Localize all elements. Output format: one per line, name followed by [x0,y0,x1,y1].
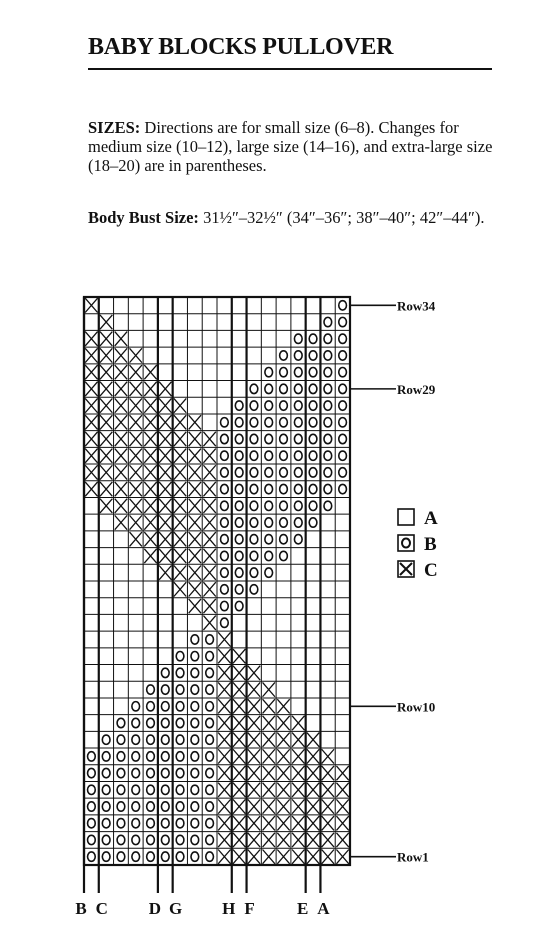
dot-mark [102,768,110,777]
dot-mark [176,802,184,811]
dot-mark [206,802,214,811]
dot-mark [280,551,288,560]
dot-mark [265,518,273,527]
dot-mark [250,518,258,527]
row-label-10: Row10 [397,699,436,715]
dot-mark [280,518,288,527]
dot-mark [250,484,258,493]
dot-mark [191,835,199,844]
dot-mark [102,835,110,844]
dot-mark [147,785,155,794]
dot-mark [117,735,125,744]
dot-mark [235,535,243,544]
dot-mark [294,484,302,493]
dot-mark [147,802,155,811]
dot-mark [250,451,258,460]
dot-mark [339,468,347,477]
dot-mark [265,551,273,560]
dot-mark [117,785,125,794]
dot-mark [206,718,214,727]
dot-mark [265,434,273,443]
dot-mark [88,819,96,828]
dot-mark [324,418,332,427]
sizes-text: Directions are for small size (6–8). Changes for medium size (10–12), large size (14–16), and extra-large size (18–20) are in parentheses. [88,118,493,175]
dot-mark [191,668,199,677]
dot-mark [324,384,332,393]
dot-mark [339,317,347,326]
dot-mark [88,785,96,794]
dot-mark [206,685,214,694]
dot-mark [88,852,96,861]
dot-mark [294,384,302,393]
dot-mark [294,434,302,443]
dot-mark [339,451,347,460]
dot-mark [147,752,155,761]
dot-mark [265,418,273,427]
dot-mark [88,752,96,761]
dot-mark [102,735,110,744]
dot-mark [309,367,317,376]
dot-mark [176,718,184,727]
dot-mark [294,518,302,527]
dot-mark [221,418,229,427]
dot-mark [309,384,317,393]
column-letter-a: A [317,899,330,918]
dot-mark [235,468,243,477]
dot-mark [161,735,169,744]
bust-lead: Body Bust Size: [88,208,199,227]
dot-mark [176,651,184,660]
dot-mark [176,835,184,844]
dot-mark [206,752,214,761]
dot-mark [176,852,184,861]
dot-mark [294,535,302,544]
dot-mark [280,468,288,477]
dot-mark [102,819,110,828]
dot-mark [250,568,258,577]
dot-mark [294,401,302,410]
dot-mark [206,702,214,711]
dot-mark [309,484,317,493]
dot-mark [221,568,229,577]
dot-mark [280,351,288,360]
dot-mark [132,802,140,811]
dot-mark [280,367,288,376]
dot-mark [88,835,96,844]
dot-mark [147,768,155,777]
dot-mark [191,785,199,794]
dot-mark [309,501,317,510]
dot-mark [235,501,243,510]
legend-dot-icon [402,539,410,548]
dot-mark [280,535,288,544]
dot-mark [324,484,332,493]
dot-mark [294,468,302,477]
column-letter-f: F [244,899,255,918]
dot-mark [250,585,258,594]
dot-mark [161,768,169,777]
dot-mark [206,768,214,777]
dot-mark [161,802,169,811]
dot-mark [294,451,302,460]
dot-mark [132,785,140,794]
dot-mark [191,802,199,811]
dot-mark [206,852,214,861]
dot-mark [280,451,288,460]
dot-mark [221,551,229,560]
dot-mark [235,418,243,427]
dot-mark [147,685,155,694]
dot-mark [324,334,332,343]
dot-mark [265,535,273,544]
dot-mark [206,635,214,644]
dot-mark [265,451,273,460]
dot-mark [294,351,302,360]
dot-mark [309,434,317,443]
dot-mark [191,819,199,828]
dot-mark [294,418,302,427]
dot-mark [250,418,258,427]
dot-mark [324,434,332,443]
dot-mark [161,785,169,794]
dot-mark [339,351,347,360]
dot-mark [235,434,243,443]
dot-mark [250,401,258,410]
dot-mark [265,484,273,493]
row-label-29: Row29 [397,381,436,397]
dot-mark [117,819,125,828]
dot-mark [339,418,347,427]
dot-mark [191,718,199,727]
bust-text: 31½″–32½″ (34″–36″; 38″–40″; 42″–44″). [203,208,485,227]
dot-mark [250,551,258,560]
dot-mark [176,668,184,677]
column-letter-h: H [222,899,236,918]
dot-mark [206,735,214,744]
column-letter-c: C [95,899,108,918]
dot-mark [280,384,288,393]
dot-mark [191,735,199,744]
dot-mark [280,418,288,427]
row-label-1: Row1 [397,849,429,865]
dot-mark [102,852,110,861]
dot-mark [309,401,317,410]
dot-mark [147,702,155,711]
dot-mark [221,468,229,477]
dot-mark [161,718,169,727]
dot-mark [339,384,347,393]
dot-mark [132,835,140,844]
dot-mark [147,735,155,744]
dot-mark [324,351,332,360]
dot-mark [221,601,229,610]
dot-mark [161,852,169,861]
legend-label-b: B [424,534,437,555]
dot-mark [132,768,140,777]
dot-mark [221,501,229,510]
dot-mark [265,384,273,393]
dot-mark [235,551,243,560]
dot-mark [176,735,184,744]
dot-mark [309,334,317,343]
dot-mark [294,501,302,510]
dot-mark [161,668,169,677]
dot-mark [280,501,288,510]
dot-mark [250,501,258,510]
dot-mark [265,468,273,477]
column-letter-b: B [75,899,87,918]
dot-mark [235,601,243,610]
dot-mark [206,819,214,828]
sizes-lead: SIZES: [88,118,141,137]
dot-mark [309,468,317,477]
dot-mark [102,785,110,794]
dot-mark [294,367,302,376]
dot-mark [191,768,199,777]
dot-mark [117,718,125,727]
dot-mark [294,334,302,343]
dot-mark [221,518,229,527]
dot-mark [191,702,199,711]
dot-mark [102,752,110,761]
dot-mark [235,451,243,460]
dot-mark [176,819,184,828]
dot-mark [191,852,199,861]
dot-mark [250,384,258,393]
legend-label-c: C [424,560,438,581]
dot-mark [235,568,243,577]
dot-mark [161,835,169,844]
dot-mark [280,401,288,410]
dot-mark [206,785,214,794]
dot-mark [250,468,258,477]
legend-box-b [398,535,414,551]
column-letter-e: E [296,899,309,918]
dot-mark [132,702,140,711]
dot-mark [176,702,184,711]
dot-mark [176,685,184,694]
dot-mark [161,819,169,828]
dot-mark [221,434,229,443]
dot-mark [339,334,347,343]
dot-mark [117,802,125,811]
dot-mark [147,852,155,861]
dot-mark [117,752,125,761]
dot-mark [132,852,140,861]
dot-mark [280,434,288,443]
dot-mark [147,819,155,828]
dot-mark [324,451,332,460]
column-letter-d: D [148,899,162,918]
legend-box-a [398,509,414,525]
dot-mark [88,802,96,811]
dot-mark [339,301,347,310]
dot-mark [235,401,243,410]
dot-mark [324,367,332,376]
dot-mark [206,668,214,677]
dot-mark [161,752,169,761]
dot-mark [191,685,199,694]
dot-mark [221,535,229,544]
dot-mark [309,351,317,360]
dot-mark [250,535,258,544]
dot-mark [339,434,347,443]
dot-mark [265,501,273,510]
dot-mark [132,819,140,828]
dot-mark [324,468,332,477]
dot-mark [324,317,332,326]
dot-mark [102,802,110,811]
dot-mark [132,735,140,744]
page-title: BABY BLOCKS PULLOVER [88,34,394,60]
legend-label-a: A [424,508,438,529]
dot-mark [309,451,317,460]
dot-mark [147,718,155,727]
dot-mark [88,768,96,777]
dot-mark [339,367,347,376]
dot-mark [324,401,332,410]
dot-mark [309,418,317,427]
dot-mark [176,768,184,777]
dot-mark [147,835,155,844]
dot-mark [206,835,214,844]
dot-mark [206,651,214,660]
dot-mark [221,585,229,594]
dot-mark [250,434,258,443]
dot-mark [221,451,229,460]
dot-mark [309,518,317,527]
dot-mark [161,685,169,694]
dot-mark [339,401,347,410]
dot-mark [117,852,125,861]
dot-mark [191,752,199,761]
dot-mark [161,702,169,711]
dot-mark [117,768,125,777]
row-label-34: Row34 [397,298,436,314]
dot-mark [265,401,273,410]
dot-mark [132,752,140,761]
dot-mark [191,651,199,660]
column-letter-g: G [169,899,183,918]
dot-mark [235,484,243,493]
dot-mark [221,484,229,493]
dot-mark [191,635,199,644]
dot-mark [235,518,243,527]
dot-mark [339,484,347,493]
dot-mark [265,367,273,376]
dot-mark [265,568,273,577]
dot-mark [221,618,229,627]
dot-mark [280,484,288,493]
dot-mark [176,752,184,761]
dot-mark [235,585,243,594]
dot-mark [117,835,125,844]
dot-mark [324,501,332,510]
dot-mark [176,785,184,794]
dot-mark [132,718,140,727]
